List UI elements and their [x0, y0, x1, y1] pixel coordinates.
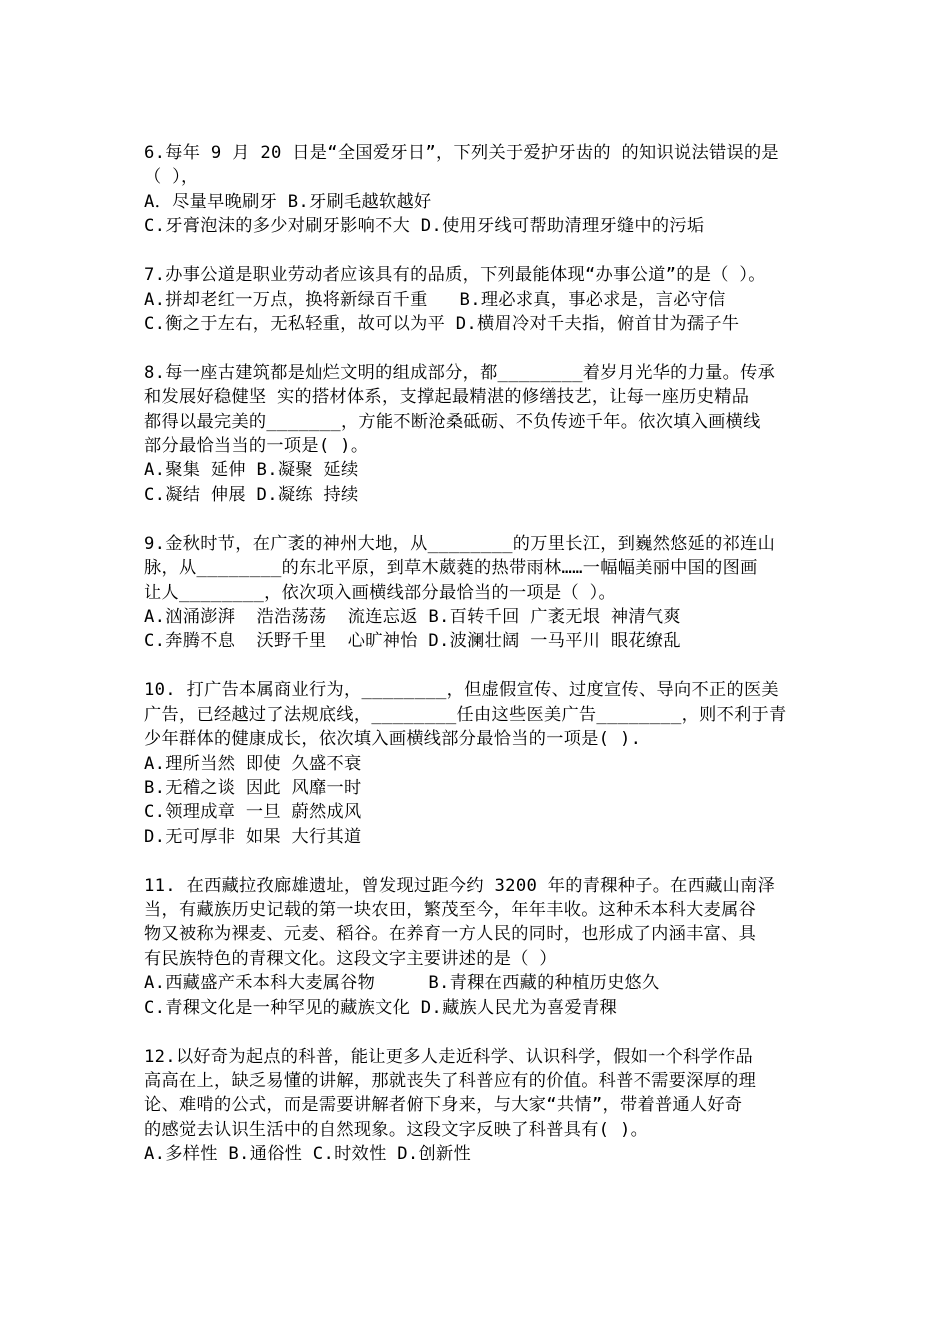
question-stem: 脉，从________的东北平原，到草木葳蕤的热带雨林……一幅幅美丽中国的图画 [144, 558, 758, 579]
question-stem: 6.每年 9 月 20 日是“全国爱牙日”，下列关于爱护牙齿的 的知识说法错误的是 [144, 143, 779, 163]
question-stem: 广告，已经越过了法规底线，________任由这些医美广告________，则不利于青 [144, 704, 787, 725]
answer-options: A.聚集 延伸 B.凝聚 延续 [144, 460, 359, 481]
question-stem: 8.每一座古建筑都是灿烂文明的组成部分，都________着岁月光华的力量。传承 [144, 362, 776, 383]
question-12 [144, 1045, 824, 1167]
question-stem: 论、难啃的公式，而是需要讲解者俯下身来，与大家“共情”，带着普通人好奇 [144, 1095, 743, 1116]
question-stem: 当，有藏族历史记载的第一块农田，繁茂至今，年年丰收。这种禾本科大麦属谷 [144, 900, 757, 921]
question-9 [144, 532, 824, 654]
question-11 [144, 874, 824, 1020]
question-stem: （ ）， [144, 167, 199, 188]
question-stem: 高高在上，缺乏易懂的讲解，那就丧失了科普应有的价值。科普不需要深厚的理 [144, 1071, 757, 1091]
question-stem: 7.办事公道是职业劳动者应该具有的品质，下列最能体现“办事公道”的是（ ）。 [144, 265, 766, 286]
question-6 [144, 141, 824, 239]
answer-options: A.多样性 B.通俗性 C.时效性 D.创新性 [144, 1144, 471, 1165]
question-stem: 和发展好稳健坚 实的搭材体系，支撑起最精湛的修缮技艺，让每一座历史精品 [144, 387, 750, 408]
answer-options: C.青稞文化是一种罕见的藏族文化 D.藏族人民尤为喜爱青稞 [144, 997, 617, 1018]
question-stem: 都得以最完美的_______，方能不断沧桑砥砺、不负传迹千年。依次填入画横线 [144, 411, 761, 432]
answer-option: B.无稽之谈 因此 风靡一时 [144, 777, 362, 798]
answer-options: C.衡之于左右，无私轻重，故可以为平 D.横眉冷对千夫指，俯首甘为孺子牛 [144, 313, 740, 334]
answer-options: C.凝结 伸展 D.凝练 持续 [144, 484, 359, 505]
document-page [144, 141, 824, 1191]
answer-options: C.牙膏泡沫的多少对刷牙影响不大 D.使用牙线可帮助清理牙缝中的污垢 [144, 216, 705, 237]
question-stem: 物又被称为裸麦、元麦、稻谷。在养育一方人民的同时，也形成了内涵丰富、具 [144, 924, 757, 945]
question-stem: 11. 在西藏拉孜廊雄遗址，曾发现过距今约 3200 年的青稞种子。在西藏山南泽 [144, 875, 776, 896]
question-stem: 少年群体的健康成长，依次填入画横线部分最恰当的一项是( ). [144, 729, 642, 750]
answer-options: A.西藏盛产禾本科大麦属谷物 B.青稞在西藏的种植历史悠久 [144, 973, 660, 994]
question-stem: 让人________，依次项入画横线部分最恰当的一项是（ ）。 [144, 582, 616, 603]
question-stem: 部分最恰当当的一项是( )。 [144, 436, 369, 457]
question-stem: 10. 打广告本属商业行为，________，但虚假宣传、过度宣传、导向不正的医美 [144, 680, 779, 701]
question-stem: 9.金秋时节，在广袤的神州大地，从________的万里长江，到巍然悠延的祁连山 [144, 533, 776, 554]
question-stem: 的感觉去认识生活中的自然现象。这段文字反映了科普具有( )。 [144, 1119, 649, 1140]
question-stem: 12.以好奇为起点的科普，能让更多人走近科学、认识科学，假如一个科学作品 [144, 1046, 754, 1067]
answer-option: A.理所当然 即使 久盛不衰 [144, 753, 362, 774]
question-7 [144, 263, 824, 336]
question-8 [144, 361, 824, 507]
question-10 [144, 678, 824, 849]
question-stem: 有民族特色的青稞文化。这段文字主要讲述的是（ ） [144, 948, 557, 969]
answer-options: A.拼却老红一万点，换将新绿百千重 B.理必求真，事必求是，言必守信 [144, 289, 726, 310]
answer-options: A．尽量早晚刷牙 B.牙刷毛越软越好 [144, 191, 432, 212]
answer-option: D.无可厚非 如果 大行其道 [144, 826, 362, 847]
answer-options: C.奔腾不息 沃野千里 心旷神怡 D.波澜壮阔 一马平川 眼花缭乱 [144, 631, 681, 652]
answer-options: A.汹涌澎湃 浩浩荡荡 流连忘返 B.百转千回 广袤无垠 神清气爽 [144, 607, 681, 627]
answer-option: C.领理成章 一旦 蔚然成风 [144, 802, 362, 823]
